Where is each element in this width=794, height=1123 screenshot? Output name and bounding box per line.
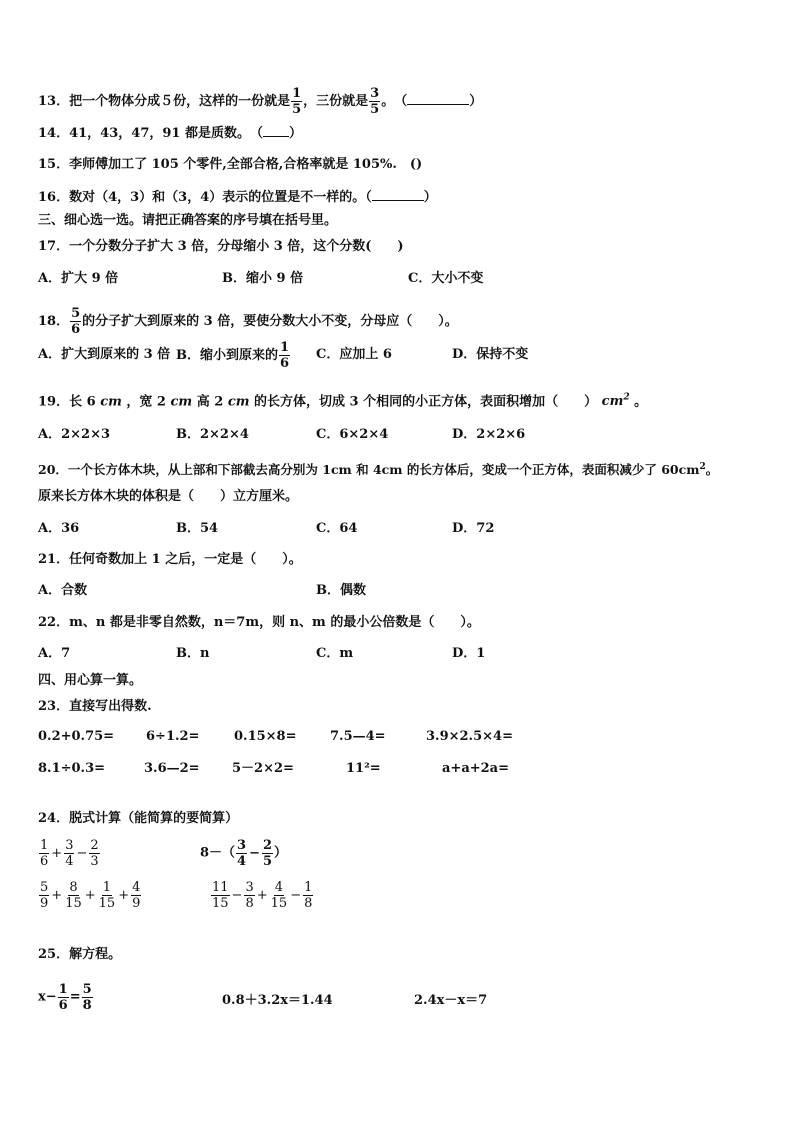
calc-item: 8.1÷0.3= bbox=[38, 761, 106, 776]
equation-2: 0.8＋3.2x＝1.44 bbox=[222, 993, 333, 1008]
paren: ） bbox=[423, 190, 437, 205]
option-c[interactable]: C．应加上 6 bbox=[316, 347, 392, 362]
fraction: $\frac{1}{6}$ bbox=[40, 838, 49, 869]
fraction: $\frac{8}{15}$ bbox=[65, 880, 82, 911]
calc-item: 3.9×2.5×4= bbox=[426, 729, 513, 744]
question-20-line1: 20．一个长方体木块，从上部和下部截去高分别为 1cm 和 4cm 的长方体后，变成一个正方体，表面积减少了 $60cm^2$。 bbox=[38, 462, 719, 478]
question-22: 22．m、n 都是非零自然数，n＝7m，则 n、m 的最小公倍数是（ ）。 bbox=[38, 615, 480, 630]
operator: + bbox=[256, 887, 268, 903]
fraction: $\frac{3}{5}$ bbox=[370, 86, 380, 117]
question-19: 19．长 6 cm ，宽 2 cm 高 2 cm 的长方体，切成 3 个相同的小正方体，表面积增加（ ） $cm^2$ 。 bbox=[38, 393, 648, 410]
fraction: $\frac{1}{6}$ bbox=[280, 340, 290, 371]
fraction: $\frac{2}{3}$ bbox=[90, 838, 99, 869]
equation-3: 2.4x－x＝7 bbox=[414, 993, 488, 1008]
fraction: $\frac{3}{4}$ bbox=[237, 838, 247, 869]
question-25-title: 25．解方程。 bbox=[38, 947, 122, 962]
calc-item: 5－2×2= bbox=[232, 761, 294, 776]
paren: （ bbox=[256, 126, 264, 141]
expression-2: 8－（ $\frac{3}{4}$ − $\frac{2}{5}$ ） bbox=[200, 838, 288, 869]
fraction: $\frac{4}{9}$ bbox=[132, 880, 141, 911]
q18-text: 的分子扩大到原来的 3 倍，要使分数大小不变，分母应（ ）。 bbox=[82, 314, 458, 329]
paren: ） bbox=[289, 126, 303, 141]
fraction: $\frac{5}{9}$ bbox=[40, 880, 49, 911]
q15-text: 15．李师傅加工了 105 个零件,全部合格,合格率就是 105%. () bbox=[38, 157, 423, 172]
paren: ） bbox=[469, 94, 483, 109]
operator: + bbox=[84, 887, 96, 903]
option-b[interactable]: B．缩小 9 倍 bbox=[222, 271, 304, 286]
option-b[interactable]: B．偶数 bbox=[316, 583, 366, 598]
calc-item: 0.2+0.75= bbox=[38, 729, 115, 744]
unit: cm bbox=[100, 394, 122, 410]
option-c[interactable]: C．6×2×4 bbox=[316, 427, 389, 442]
fraction: $\frac{5}{8}$ bbox=[82, 982, 92, 1013]
question-13 bbox=[38, 86, 482, 117]
expression-4 bbox=[210, 880, 314, 911]
operator: + bbox=[51, 887, 63, 903]
option-c[interactable]: C．大小不变 bbox=[408, 271, 484, 286]
paren: （ bbox=[400, 94, 408, 109]
fraction: $\frac{1}{15}$ bbox=[98, 880, 116, 911]
operator: + bbox=[51, 845, 63, 861]
option-c[interactable]: C．64 bbox=[316, 521, 358, 536]
option-b[interactable] bbox=[176, 340, 291, 371]
fraction: $\frac{11}{15}$ bbox=[212, 880, 229, 911]
option-d[interactable]: D．1 bbox=[452, 646, 486, 661]
calc-item: 11²= bbox=[346, 761, 381, 776]
q13-text2: ，三份就是 bbox=[303, 94, 369, 109]
operator: − bbox=[290, 887, 302, 903]
question-23-title: 23．直接写出得数. bbox=[38, 699, 152, 714]
option-d[interactable]: D．保持不变 bbox=[452, 347, 529, 362]
fraction: $\frac{3}{8}$ bbox=[245, 880, 254, 911]
paren: （ bbox=[365, 190, 372, 205]
operator: − bbox=[76, 845, 88, 861]
section-3-heading: 三、细心选一选。请把正确答案的序号填在括号里。 bbox=[38, 213, 338, 228]
answer-blank[interactable] bbox=[372, 187, 424, 201]
question-15 bbox=[38, 156, 422, 174]
question-18 bbox=[38, 306, 458, 337]
unit: $cm^2$ bbox=[601, 393, 630, 410]
option-d[interactable]: D．2×2×6 bbox=[452, 427, 526, 442]
fraction: $\frac{2}{5}$ bbox=[263, 838, 273, 869]
calc-item: 7.5—4= bbox=[330, 729, 386, 744]
equation-1: x− $\frac{1}{6}$ = $\frac{5}{8}$ bbox=[38, 982, 92, 1013]
operator: − bbox=[249, 845, 260, 861]
calc-item: 6÷1.2= bbox=[146, 729, 200, 744]
fraction: $\frac{3}{4}$ bbox=[65, 838, 74, 869]
question-14 bbox=[38, 123, 302, 143]
fraction: $\frac{1}{6}$ bbox=[58, 982, 68, 1013]
section-4-heading: 四、用心算一算。 bbox=[38, 673, 143, 688]
question-24-title: 24．脱式计算（能简算的要简算） bbox=[38, 811, 239, 826]
answer-blank[interactable] bbox=[407, 91, 469, 105]
expression-1 bbox=[38, 838, 101, 869]
q16-text: 16．数对（4，3）和（3，4）表示的位置是不一样的。 bbox=[38, 190, 366, 205]
option-b-text: B．缩小到原来的 bbox=[176, 348, 278, 363]
fraction: $\frac{1}{5}$ bbox=[292, 86, 302, 117]
calc-item: 0.15×8= bbox=[234, 729, 297, 744]
option-c[interactable]: C．m bbox=[316, 646, 354, 661]
calc-item: 3.6—2= bbox=[144, 761, 200, 776]
option-a[interactable]: A．合数 bbox=[38, 583, 88, 598]
option-b[interactable]: B．2×2×4 bbox=[176, 427, 249, 442]
option-b[interactable]: B．n bbox=[176, 646, 210, 661]
question-21: 21．任何奇数加上 1 之后，一定是（ ）。 bbox=[38, 552, 302, 567]
unit: cm bbox=[227, 394, 250, 410]
operator: − bbox=[231, 887, 243, 903]
q18-num: 18． bbox=[38, 314, 70, 329]
q13-text: 13．把一个物体分成５份，这样的一份就是 bbox=[38, 94, 291, 109]
option-a[interactable]: A．2×2×3 bbox=[38, 427, 111, 442]
option-a[interactable]: A．扩大到原来的 3 倍 bbox=[38, 347, 171, 362]
operator: + bbox=[118, 887, 130, 903]
option-a[interactable]: A．36 bbox=[38, 521, 80, 536]
option-d[interactable]: D．72 bbox=[452, 521, 495, 536]
fraction: $\frac{5}{6}$ bbox=[71, 306, 81, 337]
fraction: $\frac{1}{8}$ bbox=[304, 880, 313, 911]
q13-text3: 。 bbox=[381, 94, 388, 109]
unit: cm bbox=[170, 394, 193, 410]
answer-blank[interactable] bbox=[263, 123, 289, 137]
option-a[interactable]: A．扩大 9 倍 bbox=[38, 271, 119, 286]
fraction: $\frac{4}{15}$ bbox=[270, 880, 288, 911]
question-17: 17．一个分数分子扩大 3 倍，分母缩小 3 倍，这个分数( ) bbox=[38, 239, 404, 254]
q14-text: 14．41，43，47，91 都是质数。 bbox=[38, 126, 244, 141]
question-20-line2: 原来长方体木块的体积是（ ）立方厘米。 bbox=[38, 489, 299, 504]
option-b[interactable]: B．54 bbox=[176, 521, 219, 536]
expression-3 bbox=[38, 880, 142, 911]
question-16 bbox=[38, 187, 437, 207]
calc-item: a+a+2a= bbox=[442, 761, 509, 776]
option-a[interactable]: A．7 bbox=[38, 646, 71, 661]
